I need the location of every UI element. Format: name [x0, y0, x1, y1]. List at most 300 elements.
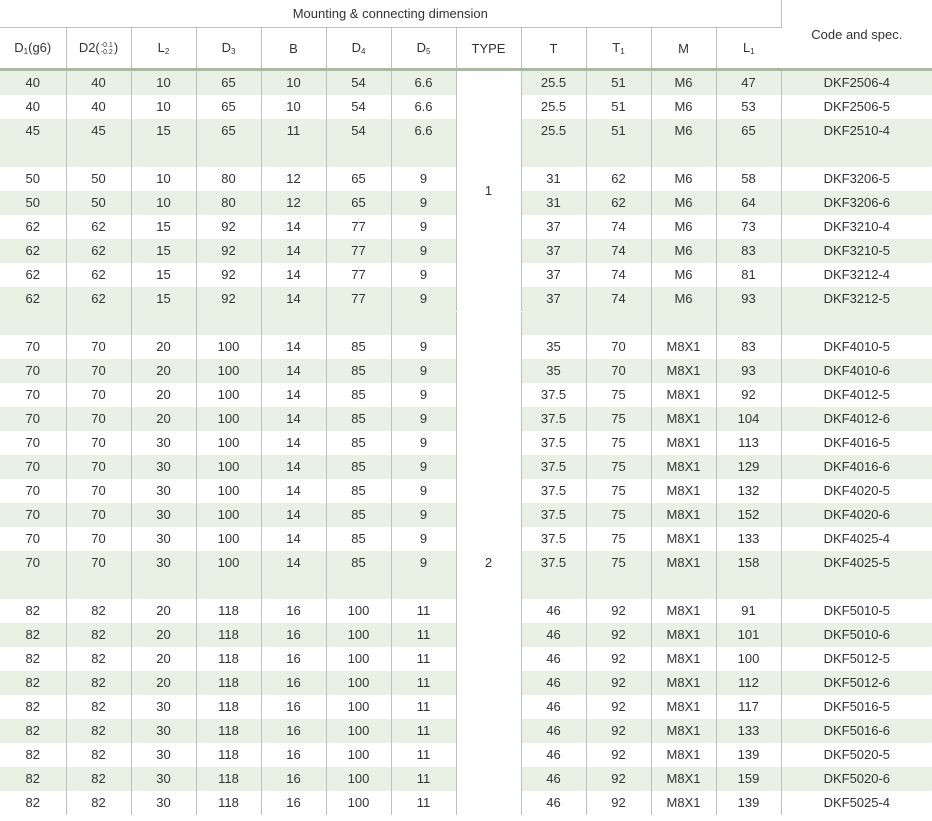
- cell-d5: 9: [391, 167, 456, 191]
- cell-l2: 30: [131, 527, 196, 551]
- cell-d3: 118: [196, 599, 261, 623]
- header-label: T: [549, 40, 558, 56]
- tolerance: [101, 42, 113, 56]
- cell-t1: 74: [586, 263, 651, 287]
- cell-t: [521, 575, 586, 599]
- cell-d3: 65: [196, 119, 261, 143]
- cell-l1: 152: [716, 503, 781, 527]
- col-d4-header: [326, 28, 391, 70]
- cell-d1: 70: [0, 455, 66, 479]
- cell-d1: 70: [0, 527, 66, 551]
- cell-l2: [131, 311, 196, 335]
- cell-code: DKF2506-5: [781, 95, 932, 119]
- cell-b: 14: [261, 359, 326, 383]
- cell-m: M8X1: [651, 791, 716, 815]
- cell-l2: 30: [131, 455, 196, 479]
- header-label: L: [742, 40, 751, 55]
- cell-code: DKF5012-5: [781, 647, 932, 671]
- cell-t1: 92: [586, 719, 651, 743]
- cell-t1: 92: [586, 695, 651, 719]
- cell-d1: [0, 311, 66, 335]
- cell-d5: 11: [391, 767, 456, 791]
- cell-d5: 11: [391, 719, 456, 743]
- cell-d1: [0, 575, 66, 599]
- cell-code: DKF3212-5: [781, 287, 932, 311]
- cell-d5: 9: [391, 455, 456, 479]
- cell-d1: 82: [0, 623, 66, 647]
- cell-t1: 62: [586, 191, 651, 215]
- cell-t1: 74: [586, 287, 651, 311]
- cell-t1: 92: [586, 791, 651, 815]
- cell-t: 37: [521, 287, 586, 311]
- col-d3-header: [196, 28, 261, 70]
- cell-t1: 51: [586, 95, 651, 119]
- cell-t1: [586, 143, 651, 167]
- cell-t: 37: [521, 239, 586, 263]
- cell-m: M8X1: [651, 431, 716, 455]
- header-label: D: [351, 40, 361, 55]
- cell-m: M8X1: [651, 719, 716, 743]
- cell-d2: 62: [66, 263, 131, 287]
- cell-d1: 70: [0, 335, 66, 359]
- cell-d3: 92: [196, 239, 261, 263]
- cell-l1: 73: [716, 215, 781, 239]
- spacer-row: [0, 311, 932, 335]
- cell-m: M6: [651, 287, 716, 311]
- cell-l1: 112: [716, 671, 781, 695]
- cell-d3: 100: [196, 431, 261, 455]
- cell-code: DKF4016-6: [781, 455, 932, 479]
- cell-l1: [716, 143, 781, 167]
- cell-code: DKF3206-6: [781, 191, 932, 215]
- cell-l2: 20: [131, 647, 196, 671]
- table-body: [0, 70, 932, 816]
- cell-l1: 139: [716, 791, 781, 815]
- cell-d4: [326, 575, 391, 599]
- cell-l1: 100: [716, 647, 781, 671]
- cell-l2: 30: [131, 719, 196, 743]
- cell-l2: 30: [131, 767, 196, 791]
- cell-d5: 9: [391, 287, 456, 311]
- cell-code: DKF3212-4: [781, 263, 932, 287]
- cell-d3: 100: [196, 335, 261, 359]
- cell-d5: 11: [391, 695, 456, 719]
- cell-t: [521, 143, 586, 167]
- cell-t: 37.5: [521, 383, 586, 407]
- cell-t: 46: [521, 719, 586, 743]
- cell-m: M8X1: [651, 383, 716, 407]
- cell-l2: 20: [131, 671, 196, 695]
- cell-d2: 82: [66, 767, 131, 791]
- cell-t: 46: [521, 743, 586, 767]
- cell-l2: 15: [131, 287, 196, 311]
- cell-d5: 9: [391, 383, 456, 407]
- cell-t: 46: [521, 767, 586, 791]
- cell-code: DKF4010-6: [781, 359, 932, 383]
- cell-l2: 20: [131, 623, 196, 647]
- cell-m: [651, 143, 716, 167]
- cell-d1: 50: [0, 167, 66, 191]
- cell-code: DKF5016-5: [781, 695, 932, 719]
- cell-d1: [0, 143, 66, 167]
- cell-l2: 20: [131, 383, 196, 407]
- cell-b: 10: [261, 95, 326, 119]
- cell-code: DKF5020-5: [781, 743, 932, 767]
- cell-l1: 159: [716, 767, 781, 791]
- tolerance-lower: -0.2: [100, 48, 113, 56]
- cell-d5: [391, 575, 456, 599]
- cell-d1: 45: [0, 119, 66, 143]
- cell-b: 14: [261, 407, 326, 431]
- cell-d4: 85: [326, 527, 391, 551]
- cell-d5: 11: [391, 671, 456, 695]
- cell-b: 16: [261, 695, 326, 719]
- cell-code: DKF2510-4: [781, 119, 932, 143]
- cell-d5: 11: [391, 599, 456, 623]
- cell-t: 37.5: [521, 479, 586, 503]
- cell-l2: 10: [131, 167, 196, 191]
- cell-b: 14: [261, 503, 326, 527]
- cell-d1: 82: [0, 599, 66, 623]
- cell-d3: 100: [196, 359, 261, 383]
- cell-m: M6: [651, 95, 716, 119]
- cell-l2: 30: [131, 695, 196, 719]
- cell-t1: 70: [586, 335, 651, 359]
- cell-t1: [586, 575, 651, 599]
- cell-b: 10: [261, 70, 326, 96]
- cell-d5: 11: [391, 623, 456, 647]
- cell-d2: 62: [66, 287, 131, 311]
- cell-b: 14: [261, 527, 326, 551]
- cell-d3: 80: [196, 191, 261, 215]
- header-suffix: (g6): [28, 40, 52, 55]
- cell-d4: 85: [326, 551, 391, 575]
- cell-m: M8X1: [651, 359, 716, 383]
- cell-code: DKF4020-6: [781, 503, 932, 527]
- cell-d4: 65: [326, 167, 391, 191]
- col-d2-header: [66, 28, 131, 70]
- cell-d5: [391, 143, 456, 167]
- cell-l2: 30: [131, 743, 196, 767]
- cell-d4: [326, 143, 391, 167]
- cell-l2: 15: [131, 119, 196, 143]
- cell-l1: 47: [716, 70, 781, 96]
- cell-d2: 62: [66, 239, 131, 263]
- cell-t1: 75: [586, 383, 651, 407]
- cell-t: 37: [521, 215, 586, 239]
- cell-l2: 15: [131, 215, 196, 239]
- header-label: D2(: [78, 40, 100, 56]
- cell-d2: 82: [66, 599, 131, 623]
- cell-d1: 40: [0, 70, 66, 96]
- header-label: M: [678, 40, 689, 56]
- cell-b: 12: [261, 191, 326, 215]
- cell-t1: 51: [586, 70, 651, 96]
- type-cell: 2: [456, 311, 521, 815]
- cell-b: 14: [261, 383, 326, 407]
- cell-d5: 6.6: [391, 95, 456, 119]
- cell-d1: 62: [0, 287, 66, 311]
- cell-d2: 82: [66, 791, 131, 815]
- cell-l2: 30: [131, 431, 196, 455]
- cell-d2: 70: [66, 407, 131, 431]
- cell-b: [261, 575, 326, 599]
- cell-code: DKF4010-5: [781, 335, 932, 359]
- cell-d4: 100: [326, 671, 391, 695]
- cell-d2: 70: [66, 479, 131, 503]
- cell-t: 37.5: [521, 527, 586, 551]
- cell-d1: 62: [0, 239, 66, 263]
- cell-t: 37.5: [521, 431, 586, 455]
- cell-d2: 70: [66, 527, 131, 551]
- cell-t1: 62: [586, 167, 651, 191]
- cell-d3: 100: [196, 551, 261, 575]
- table-header: [0, 0, 932, 70]
- cell-d4: 77: [326, 215, 391, 239]
- cell-b: 16: [261, 623, 326, 647]
- cell-d3: [196, 311, 261, 335]
- cell-t1: 51: [586, 119, 651, 143]
- cell-m: M8X1: [651, 671, 716, 695]
- cell-t1: 92: [586, 767, 651, 791]
- cell-d4: 85: [326, 503, 391, 527]
- cell-m: [651, 575, 716, 599]
- cell-b: 14: [261, 551, 326, 575]
- cell-t: [521, 311, 586, 335]
- cell-d4: 85: [326, 479, 391, 503]
- cell-d2: [66, 575, 131, 599]
- cell-d5: 9: [391, 407, 456, 431]
- cell-d3: 118: [196, 767, 261, 791]
- cell-l2: [131, 575, 196, 599]
- cell-m: M6: [651, 119, 716, 143]
- cell-t1: 74: [586, 239, 651, 263]
- cell-d3: 100: [196, 503, 261, 527]
- cell-l2: 20: [131, 359, 196, 383]
- cell-m: M8X1: [651, 455, 716, 479]
- col-t1-header: [586, 28, 651, 70]
- cell-d4: 85: [326, 431, 391, 455]
- cell-m: M8X1: [651, 767, 716, 791]
- cell-b: 14: [261, 263, 326, 287]
- cell-m: M6: [651, 70, 716, 96]
- cell-t: 31: [521, 191, 586, 215]
- cell-b: 16: [261, 599, 326, 623]
- cell-d5: 11: [391, 791, 456, 815]
- cell-d4: 85: [326, 383, 391, 407]
- header-label: D: [416, 40, 426, 55]
- cell-t1: 75: [586, 455, 651, 479]
- header-label: B: [289, 40, 298, 56]
- cell-code: DKF4020-5: [781, 479, 932, 503]
- cell-l2: 20: [131, 599, 196, 623]
- cell-d2: 70: [66, 551, 131, 575]
- header-label: D: [221, 40, 231, 55]
- cell-t: 37.5: [521, 407, 586, 431]
- cell-l1: 158: [716, 551, 781, 575]
- cell-d4: 85: [326, 455, 391, 479]
- cell-l2: 10: [131, 191, 196, 215]
- cell-l2: 20: [131, 407, 196, 431]
- cell-code: DKF2506-4: [781, 70, 932, 96]
- cell-t1: 92: [586, 671, 651, 695]
- cell-d3: [196, 143, 261, 167]
- cell-m: M8X1: [651, 479, 716, 503]
- cell-l1: 129: [716, 455, 781, 479]
- cell-d4: 100: [326, 623, 391, 647]
- cell-b: 14: [261, 215, 326, 239]
- cell-m: M8X1: [651, 407, 716, 431]
- cell-d2: 82: [66, 623, 131, 647]
- cell-b: 14: [261, 479, 326, 503]
- cell-t1: 75: [586, 503, 651, 527]
- cell-d4: 100: [326, 791, 391, 815]
- cell-d4: 77: [326, 239, 391, 263]
- cell-d3: 100: [196, 527, 261, 551]
- header-label: D: [14, 40, 24, 55]
- cell-l2: 30: [131, 551, 196, 575]
- cell-l1: 83: [716, 335, 781, 359]
- cell-l1: 83: [716, 239, 781, 263]
- cell-d2: 82: [66, 719, 131, 743]
- cell-b: 16: [261, 767, 326, 791]
- col-d1-header: [0, 28, 66, 70]
- cell-t1: 75: [586, 479, 651, 503]
- cell-d4: 85: [326, 359, 391, 383]
- cell-l1: 133: [716, 719, 781, 743]
- header-subscript: 4: [360, 47, 366, 56]
- cell-d5: 9: [391, 215, 456, 239]
- cell-t: 25.5: [521, 119, 586, 143]
- cell-d3: 65: [196, 95, 261, 119]
- cell-d2: 82: [66, 743, 131, 767]
- col-m-header: [651, 28, 716, 70]
- cell-m: M8X1: [651, 623, 716, 647]
- cell-m: M6: [651, 167, 716, 191]
- cell-d1: 70: [0, 503, 66, 527]
- cell-d2: 45: [66, 119, 131, 143]
- cell-d1: 62: [0, 215, 66, 239]
- tolerance-upper: -0.1: [100, 41, 113, 49]
- cell-l1: 101: [716, 623, 781, 647]
- cell-d5: 9: [391, 359, 456, 383]
- cell-t: 46: [521, 791, 586, 815]
- cell-t: 46: [521, 623, 586, 647]
- cell-d1: 70: [0, 551, 66, 575]
- cell-l2: [131, 143, 196, 167]
- cell-l1: 132: [716, 479, 781, 503]
- cell-d4: 77: [326, 287, 391, 311]
- cell-d5: 9: [391, 479, 456, 503]
- cell-code: DKF4025-4: [781, 527, 932, 551]
- cell-d3: 65: [196, 70, 261, 96]
- header-subscript: 1: [23, 47, 29, 56]
- cell-d4: 100: [326, 743, 391, 767]
- cell-d5: 9: [391, 263, 456, 287]
- cell-l1: 53: [716, 95, 781, 119]
- cell-d3: 92: [196, 215, 261, 239]
- group-header: Mounting & connecting dimension: [0, 0, 781, 28]
- cell-b: 14: [261, 287, 326, 311]
- cell-l1: 91: [716, 599, 781, 623]
- cell-t1: 92: [586, 743, 651, 767]
- header-subscript: 3: [230, 47, 236, 56]
- col-t-header: [521, 28, 586, 70]
- cell-b: 14: [261, 455, 326, 479]
- table-row: [0, 70, 932, 96]
- cell-b: 16: [261, 719, 326, 743]
- cell-d2: 70: [66, 359, 131, 383]
- cell-code: DKF5012-6: [781, 671, 932, 695]
- cell-code: DKF5016-6: [781, 719, 932, 743]
- cell-l2: 30: [131, 479, 196, 503]
- col-b-header: [261, 28, 326, 70]
- cell-code: DKF4012-5: [781, 383, 932, 407]
- cell-d3: 118: [196, 695, 261, 719]
- header-subscript: 1: [750, 47, 755, 56]
- cell-d1: 82: [0, 671, 66, 695]
- cell-d3: 100: [196, 479, 261, 503]
- cell-d1: 82: [0, 695, 66, 719]
- cell-b: 14: [261, 239, 326, 263]
- cell-t1: 75: [586, 431, 651, 455]
- cell-t1: 70: [586, 359, 651, 383]
- cell-l1: [716, 575, 781, 599]
- cell-d1: 82: [0, 647, 66, 671]
- cell-d5: 9: [391, 335, 456, 359]
- cell-code: [781, 311, 932, 335]
- cell-l1: 104: [716, 407, 781, 431]
- cell-m: M8X1: [651, 551, 716, 575]
- cell-l2: 20: [131, 335, 196, 359]
- cell-l2: 30: [131, 791, 196, 815]
- cell-code: DKF5010-6: [781, 623, 932, 647]
- cell-d1: 82: [0, 743, 66, 767]
- cell-l2: 15: [131, 239, 196, 263]
- cell-l2: 15: [131, 263, 196, 287]
- cell-t: 46: [521, 647, 586, 671]
- cell-d2: 70: [66, 455, 131, 479]
- header-subscript: 1: [620, 47, 625, 56]
- cell-d4: [326, 311, 391, 335]
- cell-l1: 65: [716, 119, 781, 143]
- cell-l1: 133: [716, 527, 781, 551]
- cell-l1: 64: [716, 191, 781, 215]
- header-subscript: 2: [164, 47, 170, 56]
- cell-d2: 70: [66, 503, 131, 527]
- cell-l1: 81: [716, 263, 781, 287]
- cell-d1: 62: [0, 263, 66, 287]
- type-cell: 1: [456, 70, 521, 312]
- cell-d1: 82: [0, 791, 66, 815]
- cell-d2: 70: [66, 383, 131, 407]
- cell-d3: 118: [196, 671, 261, 695]
- cell-d3: 100: [196, 455, 261, 479]
- cell-d3: 118: [196, 743, 261, 767]
- cell-t1: 75: [586, 551, 651, 575]
- cell-b: 16: [261, 791, 326, 815]
- cell-m: M8X1: [651, 647, 716, 671]
- cell-d3: 100: [196, 383, 261, 407]
- cell-m: M8X1: [651, 527, 716, 551]
- cell-b: [261, 143, 326, 167]
- cell-d4: 100: [326, 719, 391, 743]
- cell-t: 25.5: [521, 95, 586, 119]
- cell-t: 37.5: [521, 455, 586, 479]
- cell-d1: 70: [0, 407, 66, 431]
- cell-b: 16: [261, 671, 326, 695]
- cell-d2: 82: [66, 671, 131, 695]
